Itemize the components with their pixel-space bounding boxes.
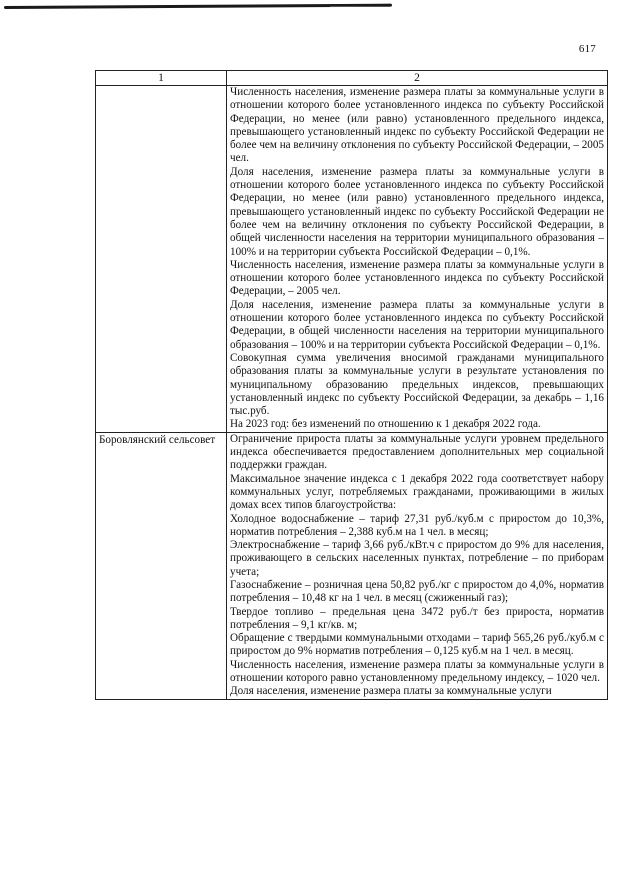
paragraph: Твердое топливо – предельная цена 3472 руб./т без прироста, норматив потребления – 9,1 кг/кв. м;	[230, 605, 604, 631]
paragraph: Холодное водоснабжение – тариф 27,31 руб./куб.м с приростом до 10,3%, норматив потребления – 2,388 куб.м на 1 чел. в месяц;	[230, 512, 604, 538]
paragraph: Доля населения, изменение размера платы за коммунальные услуги в отношении которого более установленного индекса по субъекту Российской Федерации, но менее (или равно) установленного предельного индекса, превышающего установленный индекс по субъекту Российской Федерации не более чем на величину отклонения по субъекту Российской Федерации, в общей численности населения на территории муниципального образования – 100% и на территории субъекта Российской Федерации – 0,1%.	[230, 165, 604, 258]
scan-artifact-line	[330, 6, 390, 7]
paragraph: Доля населения, изменение размера платы за коммунальные услуги	[230, 685, 552, 698]
table-row	[96, 432, 608, 699]
table-row	[96, 86, 608, 433]
paragraph: Обращение с твердыми коммунальными отходами – тариф 565,26 руб./куб.м с приростом до 9% норматив потребления – 0,125 куб.м на 1 чел. в месяц.	[230, 632, 604, 658]
municipality-name-cell: Боровлянский сельсовет	[96, 432, 227, 699]
column-header-1: 1	[96, 71, 227, 86]
paragraph: Электроснабжение – тариф 3,66 руб./кВт.ч с приростом до 9% для населения, проживающего в сельских населенных пунктах, потребление – по приборам учета;	[230, 539, 604, 578]
description-cell	[227, 86, 608, 433]
paragraph: Численность населения, изменение размера платы за коммунальные услуги в отношении которого более установленного индекса по субъекту Российской Федерации, – 2005 чел.	[230, 258, 604, 298]
paragraph: Ограничение прироста платы за коммунальные услуги уровнем предельного индекса обеспечивается предоставлением дополнительных мер социальной поддержки граждан.	[230, 432, 604, 472]
table-header-row	[96, 71, 608, 86]
column-header-2: 2	[227, 71, 608, 86]
paragraph: Численность населения, изменение размера платы за коммунальные услуги в отношении которого равно установленному предельному индексу, – 1020 чел.	[230, 658, 604, 685]
page-number: 617	[578, 43, 596, 55]
paragraph: Совокупная сумма увеличения вносимой гражданами муниципального образования платы за коммунальные услуги в результате установления по муниципальному образованию предельных индексов, превышающих установленный индекс по субъекту Российской Федерации, за декабрь – 1,16 тыс.руб.	[230, 351, 604, 418]
paragraph: На 2023 год: без изменений по отношению к 1 декабря 2022 года.	[230, 418, 541, 431]
description-cell	[227, 432, 608, 699]
paragraph: Максимальное значение индекса с 1 декабря 2022 года соответствует набору коммунальных услуг, потребляемых гражданами, проживающими в жилых домах всех типов благоустройства:	[230, 472, 604, 512]
paragraph: Газоснабжение – розничная цена 50,82 руб./кг с приростом до 4,0%, норматив потребления – 10,48 кг на 1 чел. в месяц (сжиженный газ);	[230, 578, 604, 605]
document-table	[95, 70, 608, 700]
paragraph: Доля населения, изменение размера платы за коммунальные услуги в отношении которого более установленного индекса по субъекту Российской Федерации, в общей численности населения на территории муниципального образования – 100% и на территории субъекта Российской Федерации – 0,1%.	[230, 298, 604, 351]
municipality-name-cell	[96, 86, 227, 433]
paragraph: Численность населения, изменение размера платы за коммунальные услуги в отношении которого более установленного индекса по субъекту Российской Федерации, но менее (или равно) установленного предельного индекса, превышающего установленный индекс по субъекту Российской Федерации не более чем на величину отклонения по субъекту Российской Федерации, – 2005 чел.	[230, 86, 605, 165]
